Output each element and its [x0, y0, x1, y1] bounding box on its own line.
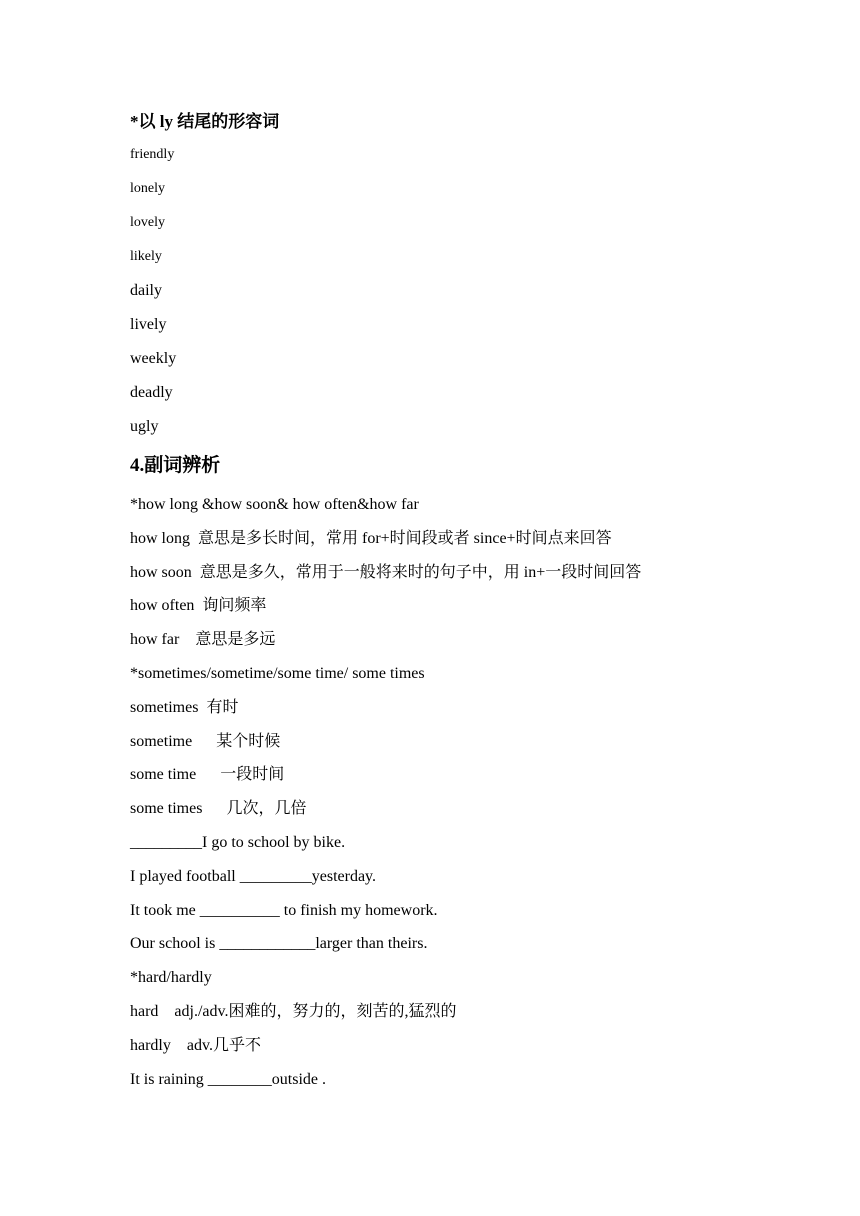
text-line: hard adj./adv.困难的，努力的，刻苦的,猛烈的: [130, 1003, 457, 1020]
text-line: *hard/hardly: [130, 969, 212, 986]
text-line: how soon 意思是多久，常用于一般将来时的句子中，用 in+一段时间回答: [130, 564, 642, 581]
text-line: some time 一段时间: [130, 766, 285, 783]
word-item: lively: [130, 316, 167, 333]
exercise-line: I played football _________yesterday.: [130, 868, 377, 885]
word-item: lonely: [130, 181, 165, 196]
section-heading-ly-adjectives: *以 ly 结尾的形容词: [130, 112, 280, 131]
text-line: *sometimes/sometime/some time/ some times: [130, 665, 425, 682]
section-heading-adverbs: 4.副词辨析: [130, 455, 221, 476]
text-line: sometime 某个时候: [130, 733, 281, 750]
word-item: friendly: [130, 147, 175, 162]
word-item: weekly: [130, 350, 177, 367]
text-line: *how long &how soon& how often&how far: [130, 496, 419, 513]
text-line: how far 意思是多远: [130, 631, 276, 648]
word-item: likely: [130, 249, 162, 264]
text-line: how often 询问频率: [130, 597, 267, 614]
word-item: lovely: [130, 215, 165, 230]
text-line: how long 意思是多长时间，常用 for+时间段或者 since+时间点来回答: [130, 530, 612, 547]
exercise-line: Our school is ____________larger than theirs.: [130, 935, 428, 952]
exercise-line: It is raining ________outside .: [130, 1071, 326, 1088]
word-item: deadly: [130, 384, 173, 401]
text-line: some times 几次，几倍: [130, 800, 307, 817]
word-item: ugly: [130, 418, 159, 435]
text-line: hardly adv.几乎不: [130, 1037, 261, 1054]
text-line: sometimes 有时: [130, 699, 239, 716]
word-item: daily: [130, 282, 162, 299]
exercise-line: It took me __________ to finish my homework.: [130, 902, 438, 919]
exercise-line: _________I go to school by bike.: [130, 834, 346, 851]
